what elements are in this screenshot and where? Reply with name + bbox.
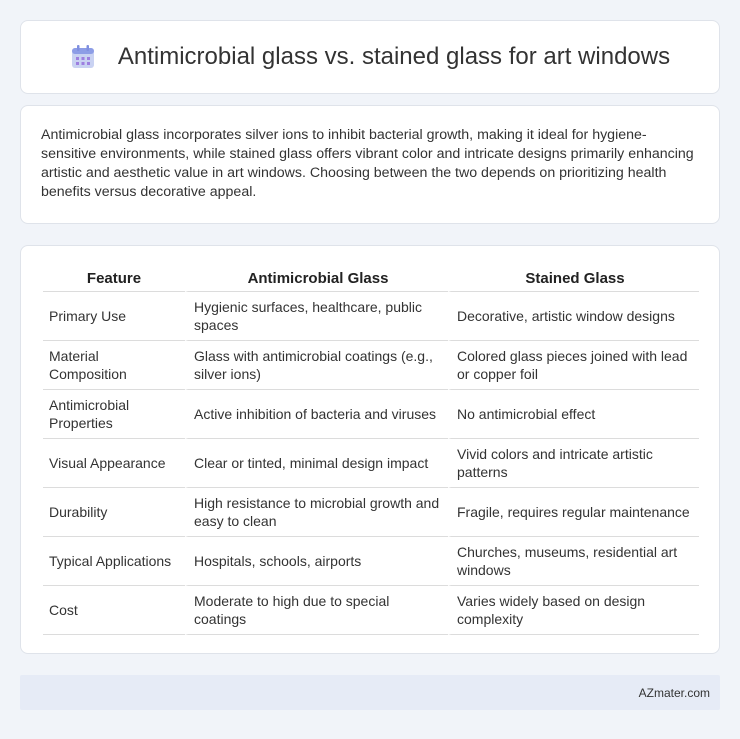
column-header: Antimicrobial Glass	[185, 266, 448, 292]
table-cell-stained: Vivid colors and intricate artistic patterns	[448, 439, 699, 488]
table-cell-stained: Varies widely based on design complexity	[448, 586, 699, 635]
table-row	[43, 341, 699, 390]
table-cell-stained: Decorative, artistic window designs	[448, 292, 699, 341]
table-cell-feature: Antimicrobial Properties	[43, 390, 185, 439]
table-cell-feature: Material Composition	[43, 341, 185, 390]
table-cell-antimicrobial: High resistance to microbial growth and easy to clean	[185, 488, 448, 537]
table-cell-feature: Visual Appearance	[43, 439, 185, 488]
table-cell-antimicrobial: Clear or tinted, minimal design impact	[185, 439, 448, 488]
table-cell-antimicrobial: Hospitals, schools, airports	[185, 537, 448, 586]
table-row	[43, 292, 699, 341]
table-cell-stained: Colored glass pieces joined with lead or copper foil	[448, 341, 699, 390]
calendar-icon	[70, 44, 96, 70]
intro-text: Antimicrobial glass incorporates silver ions to inhibit bacterial growth, making it ideal for hygiene-sensitive environments, while stained glass offers vibrant color and intricate designs primarily enhancing artistic and aesthetic value in art windows. Choosing between the two depends on prioritizing health benefits versus decorative appeal.	[41, 127, 694, 200]
comparison-table-card	[20, 245, 720, 654]
table-row	[43, 586, 699, 635]
page-title: Antimicrobial glass vs. stained glass for art windows	[117, 43, 671, 70]
column-header: Stained Glass	[448, 266, 699, 292]
table-header-row	[43, 266, 699, 292]
table-row	[43, 390, 699, 439]
table-cell-antimicrobial: Hygienic surfaces, healthcare, public spaces	[185, 292, 448, 341]
table-cell-feature: Durability	[43, 488, 185, 537]
table-row	[43, 488, 699, 537]
table-cell-stained: Churches, museums, residential art windows	[448, 537, 699, 586]
title-card	[20, 20, 720, 94]
footer	[20, 675, 720, 710]
intro-card	[20, 105, 720, 224]
table-cell-stained: Fragile, requires regular maintenance	[448, 488, 699, 537]
table-cell-stained: No antimicrobial effect	[448, 390, 699, 439]
table-cell-antimicrobial: Glass with antimicrobial coatings (e.g., silver ions)	[185, 341, 448, 390]
table-row	[43, 537, 699, 586]
table-cell-feature: Cost	[43, 586, 185, 635]
table-cell-antimicrobial: Active inhibition of bacteria and viruses	[185, 390, 448, 439]
table-cell-feature: Typical Applications	[43, 537, 185, 586]
footer-brand: AZmater.com	[638, 685, 710, 700]
comparison-table	[43, 266, 699, 635]
table-row	[43, 439, 699, 488]
table-cell-antimicrobial: Moderate to high due to special coatings	[185, 586, 448, 635]
table-cell-feature: Primary Use	[43, 292, 185, 341]
column-header: Feature	[43, 266, 185, 292]
